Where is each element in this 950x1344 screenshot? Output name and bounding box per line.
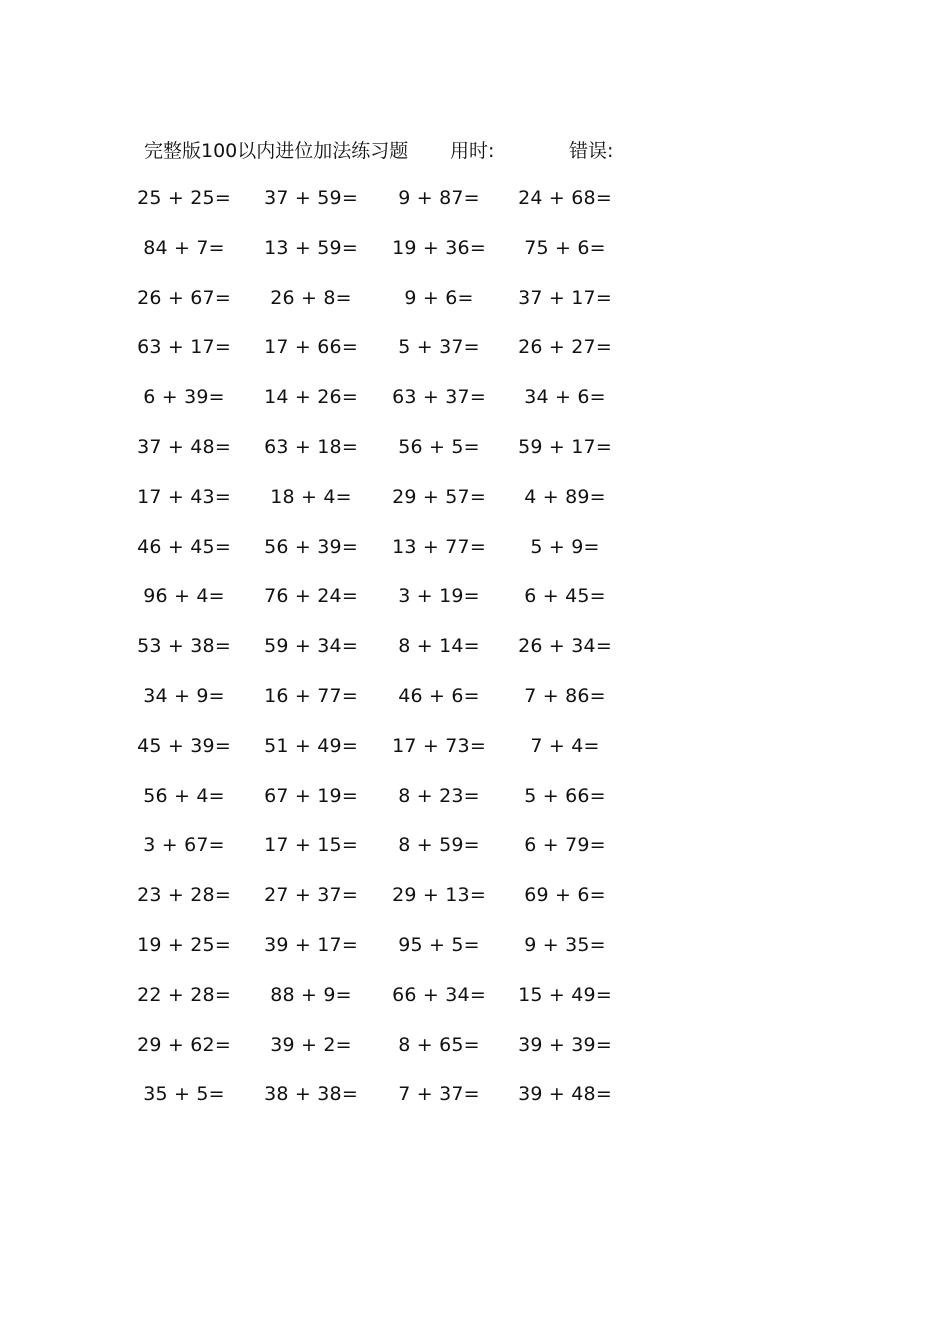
problem-r17-c2: 88 + 9= (270, 983, 352, 1006)
problem-r15-c4: 69 + 6= (524, 884, 606, 907)
errors-label: 错误: (569, 140, 614, 162)
problem-r2-c2: 13 + 59= (264, 236, 358, 259)
problem-r7-c4: 4 + 89= (524, 485, 606, 508)
problem-r6-c2: 63 + 18= (264, 436, 358, 458)
problem-r11-c4: 7 + 86= (524, 685, 606, 707)
problem-r18-c4: 39 + 39= (518, 1033, 612, 1056)
problem-r12-c1: 45 + 39= (137, 734, 231, 757)
problem-r12-c2: 51 + 49= (264, 734, 358, 757)
problem-r8-c4: 5 + 9= (530, 535, 600, 558)
problem-r13-c1: 56 + 4= (143, 784, 225, 807)
worksheet-header (144, 136, 644, 166)
problem-r14-c3: 8 + 59= (398, 834, 480, 857)
problem-r3-c1: 26 + 67= (137, 286, 231, 309)
problem-r5-c3: 63 + 37= (392, 386, 486, 409)
problem-r4-c2: 17 + 66= (264, 336, 358, 359)
problem-r13-c2: 67 + 19= (264, 784, 358, 807)
problem-r4-c4: 26 + 27= (518, 336, 612, 359)
problem-r18-c3: 8 + 65= (398, 1033, 480, 1056)
problem-r16-c4: 9 + 35= (524, 934, 606, 956)
worksheet-title: 完整版100以内进位加法练习题 (144, 140, 409, 162)
problem-r4-c1: 63 + 17= (137, 336, 231, 359)
problem-r9-c1: 96 + 4= (143, 585, 225, 608)
problem-r16-c3: 95 + 5= (398, 934, 480, 956)
problem-r10-c3: 8 + 14= (398, 635, 480, 658)
problem-r3-c3: 9 + 6= (404, 286, 474, 309)
problem-r10-c2: 59 + 34= (264, 635, 358, 658)
problem-r16-c2: 39 + 17= (264, 934, 358, 956)
problem-r16-c1: 19 + 25= (137, 934, 231, 956)
problem-r15-c2: 27 + 37= (264, 884, 358, 907)
problem-r7-c1: 17 + 43= (137, 485, 231, 508)
time-used-label: 用时: (450, 140, 495, 162)
problem-r14-c1: 3 + 67= (143, 834, 225, 857)
problem-r1-c4: 24 + 68= (518, 187, 612, 209)
problem-r17-c3: 66 + 34= (392, 983, 486, 1006)
problem-r9-c3: 3 + 19= (398, 585, 480, 608)
problem-r17-c1: 22 + 28= (137, 983, 231, 1006)
problem-r19-c2: 38 + 38= (264, 1083, 358, 1106)
problem-r8-c2: 56 + 39= (264, 535, 358, 558)
problem-r19-c4: 39 + 48= (518, 1083, 612, 1106)
problem-r4-c3: 5 + 37= (398, 336, 480, 359)
problem-r12-c4: 7 + 4= (530, 734, 600, 757)
problem-r14-c2: 17 + 15= (264, 834, 358, 857)
problem-r12-c3: 17 + 73= (392, 734, 486, 757)
problem-r11-c3: 46 + 6= (398, 685, 480, 707)
problem-r9-c4: 6 + 45= (524, 585, 606, 608)
problem-r18-c2: 39 + 2= (270, 1033, 352, 1056)
problem-r3-c4: 37 + 17= (518, 286, 612, 309)
problem-r13-c3: 8 + 23= (398, 784, 480, 807)
problem-r19-c3: 7 + 37= (398, 1083, 480, 1106)
problem-r6-c3: 56 + 5= (398, 436, 480, 458)
problem-r15-c3: 29 + 13= (392, 884, 486, 907)
problem-r5-c1: 6 + 39= (143, 386, 225, 409)
problem-r8-c3: 13 + 77= (392, 535, 486, 558)
problem-r18-c1: 29 + 62= (137, 1033, 231, 1056)
problem-r1-c2: 37 + 59= (264, 187, 358, 209)
problem-r7-c3: 29 + 57= (392, 485, 486, 508)
problem-r6-c4: 59 + 17= (518, 436, 612, 458)
problem-r8-c1: 46 + 45= (137, 535, 231, 558)
problem-r7-c2: 18 + 4= (270, 485, 352, 508)
problem-r6-c1: 37 + 48= (137, 436, 231, 458)
problem-r2-c1: 84 + 7= (143, 236, 225, 259)
problem-r11-c1: 34 + 9= (143, 685, 225, 707)
problem-r11-c2: 16 + 77= (264, 685, 358, 707)
problem-r2-c4: 75 + 6= (524, 236, 606, 259)
problem-r5-c2: 14 + 26= (264, 386, 358, 409)
problem-r5-c4: 34 + 6= (524, 386, 606, 409)
problem-r1-c1: 25 + 25= (137, 187, 231, 209)
problem-r14-c4: 6 + 79= (524, 834, 606, 857)
problem-r3-c2: 26 + 8= (270, 286, 352, 309)
problem-r10-c4: 26 + 34= (518, 635, 612, 658)
problem-r13-c4: 5 + 66= (524, 784, 606, 807)
problem-r10-c1: 53 + 38= (137, 635, 231, 658)
problem-r1-c3: 9 + 87= (398, 187, 480, 209)
problem-r17-c4: 15 + 49= (518, 983, 612, 1006)
problem-r15-c1: 23 + 28= (137, 884, 231, 907)
problem-r19-c1: 35 + 5= (143, 1083, 225, 1106)
problem-r2-c3: 19 + 36= (392, 236, 486, 259)
problem-r9-c2: 76 + 24= (264, 585, 358, 608)
